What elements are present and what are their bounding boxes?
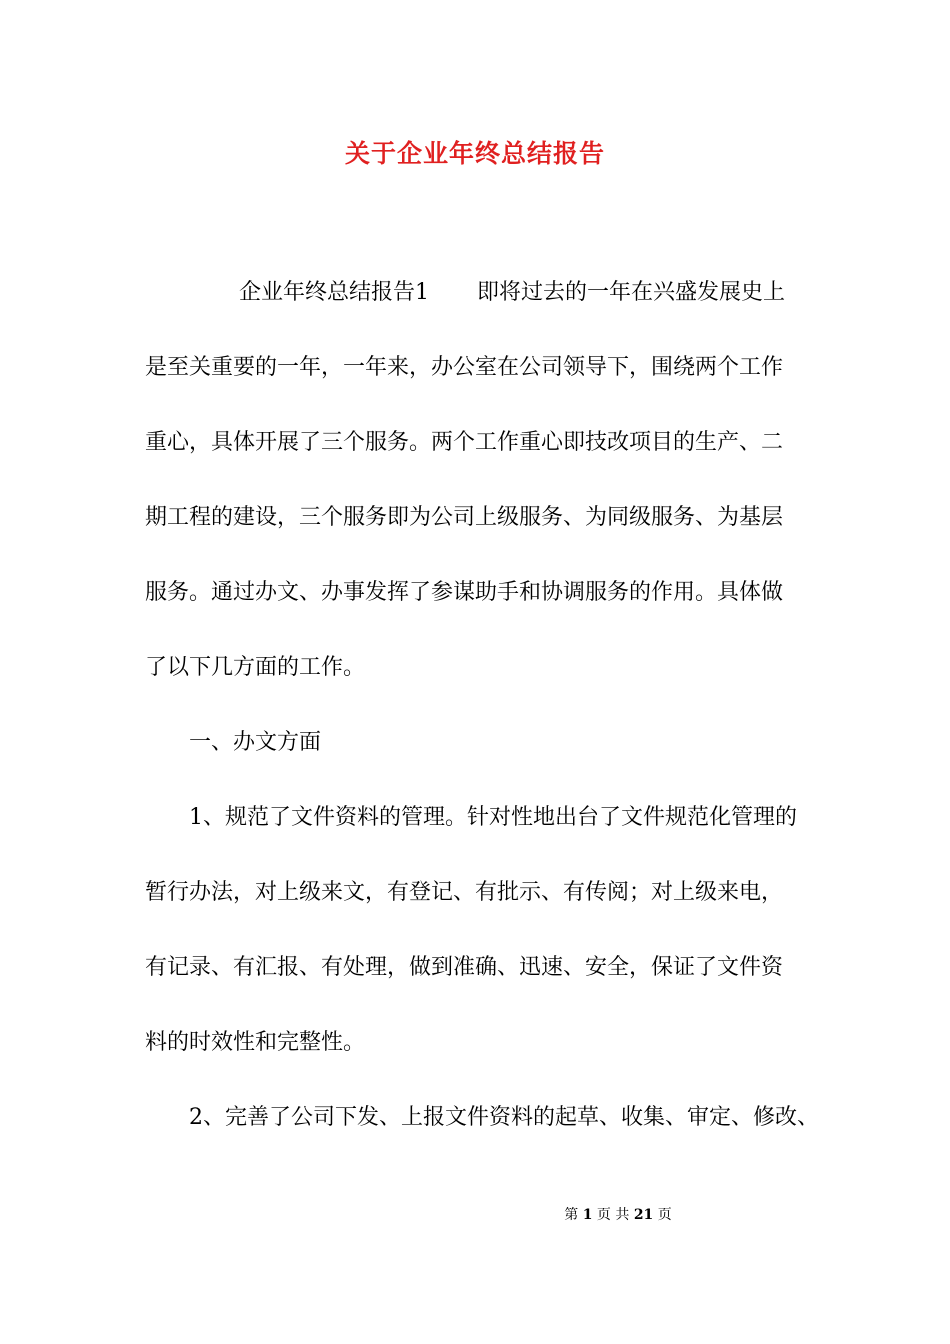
page-footer [0, 1205, 950, 1225]
page-title: 关于企业年终总结报告 [344, 139, 605, 168]
footer-page-number: 1 [582, 1207, 593, 1223]
body-line-1 [145, 255, 825, 330]
footer-middle: 页 共 [596, 1207, 630, 1223]
footer-total-pages: 21 [633, 1207, 654, 1223]
body-line-8: 1、规范了文件资料的管理。针对性地出台了文件规范化管理的 [189, 805, 797, 830]
footer-prefix: 第 [564, 1207, 579, 1223]
body-line-2: 是至关重要的一年，一年来，办公室在公司领导下，围绕两个工作 [145, 355, 784, 380]
body-line-6: 了以下几方面的工作。 [145, 655, 366, 680]
body-line-4: 期工程的建设，三个服务即为公司上级服务、为同级服务、为基层 [145, 505, 784, 530]
body-line-1-text: 即将过去的一年在兴盛发展史上 [477, 280, 786, 305]
body-line-11: 料的时效性和完整性。 [145, 1030, 366, 1055]
section-heading: 一、办文方面 [189, 730, 322, 755]
body-line-12: 2、完善了公司下发、上报文件资料的起草、收集、审定、修改、 [189, 1105, 819, 1130]
report-heading: 企业年终总结报告1 [239, 280, 429, 305]
document-body [145, 255, 825, 1155]
body-line-9: 暂行办法，对上级来文，有登记、有批示、有传阅；对上级来电， [145, 880, 784, 905]
body-line-3: 重心，具体开展了三个服务。两个工作重心即技改项目的生产、二 [145, 430, 784, 455]
footer-suffix: 页 [657, 1207, 672, 1223]
body-line-5: 服务。通过办文、办事发挥了参谋助手和协调服务的作用。具体做 [145, 580, 784, 605]
body-line-10: 有记录、有汇报、有处理，做到准确、迅速、安全，保证了文件资 [145, 955, 784, 980]
